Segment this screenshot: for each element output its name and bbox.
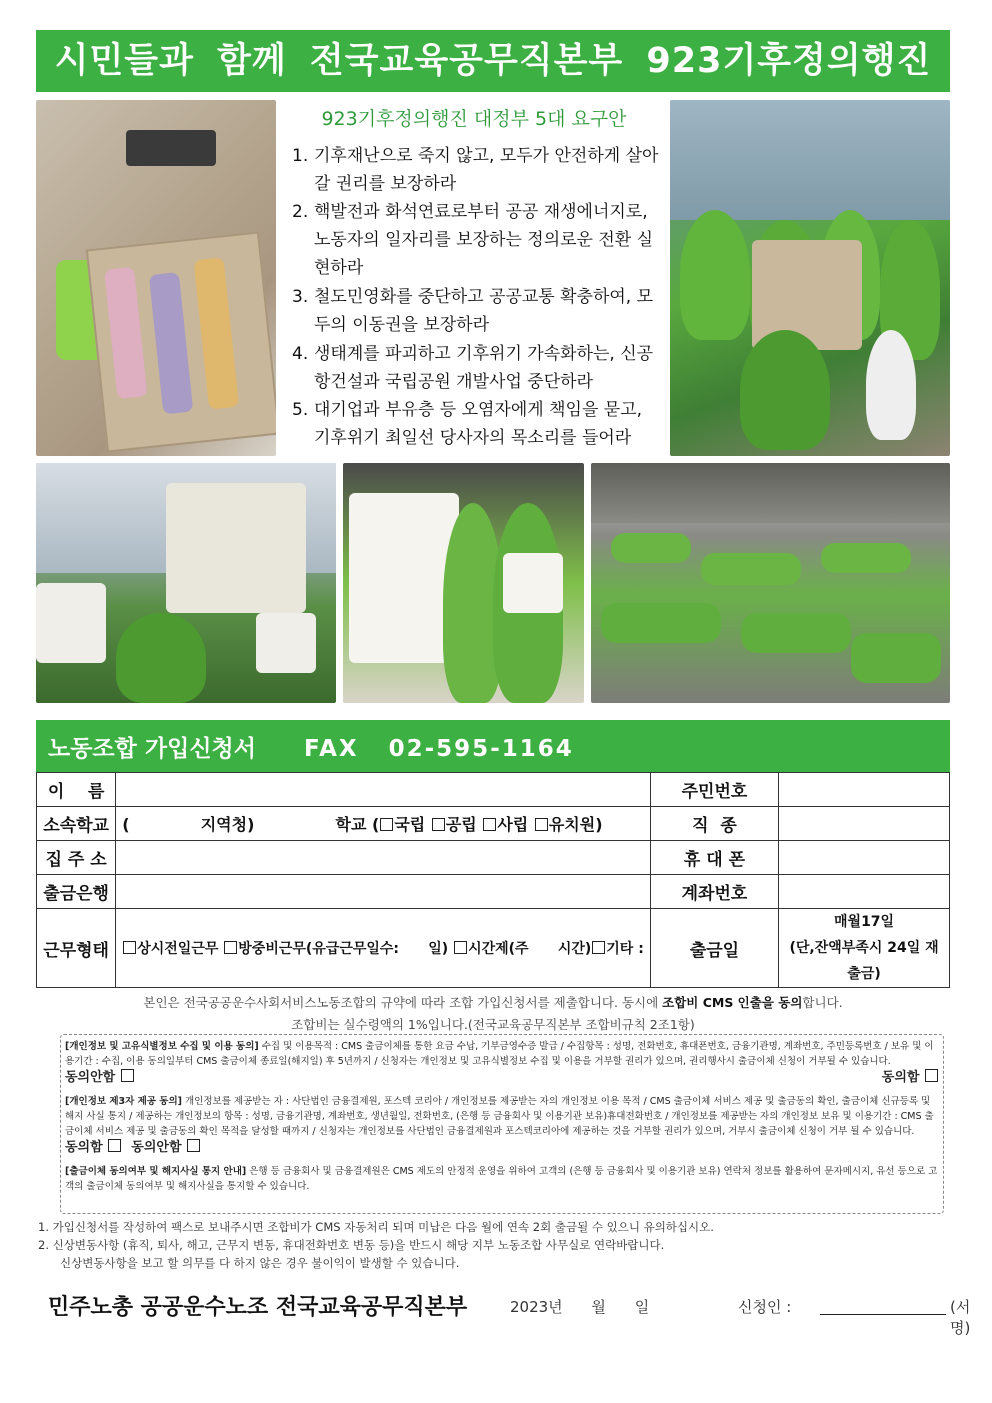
- option-other: 기타 :: [606, 941, 644, 957]
- signature-label: (서명): [950, 1298, 971, 1337]
- organization-name: 민주노총 공공운수노조 전국교육공무직본부: [48, 1295, 468, 1320]
- paydate-line1: 매월17일: [834, 914, 895, 930]
- form-title: 노동조합 가입신청서: [48, 736, 256, 762]
- label-paydate: 출금일: [650, 909, 778, 988]
- privacy-p3-text: 은행 등 금융회사 및 금융결제원은 CMS 제도의 안정적 운영을 위하여 고객의 (은행 등 금융회사 및 이용기관 보유) 연락처 정보를 활용하여 문자메시지, 유선 등으로 고객의 출금이체 동의여부 및 해지사실을 통지할 수 있습니다.: [65, 1166, 938, 1192]
- die-in-photo: [591, 463, 950, 703]
- label-worktype: 근무형태: [37, 909, 116, 988]
- demand-text: 대기업과 부유층 등 오염자에게 책임을 묻고, 기후위기 최일선 당사자의 목소리를 들어라: [314, 400, 643, 448]
- checkbox-parttime[interactable]: [454, 941, 467, 954]
- dues-rate: 조합비는 실수령액의 1%입니다.(전국교육공무직본부 조합비규칙 2조1항): [291, 1017, 695, 1032]
- demand-text: 철도민영화를 중단하고 공공교통 확충하여, 모두의 이동권을 보장하라: [314, 287, 654, 335]
- label-school: 소속학교: [37, 807, 116, 841]
- option-fulltime: 상시전일근무: [137, 941, 219, 957]
- protest-signs-photo: [343, 463, 584, 703]
- agree-label: 동의함: [881, 1070, 920, 1085]
- group-rally-photo: [670, 100, 950, 456]
- privacy-consent-box: [60, 1034, 944, 1214]
- demand-number: 1.: [292, 146, 309, 166]
- privacy-p2-title: [개인정보 제3자 제공 동의]: [65, 1096, 182, 1107]
- consent-text: 본인은 전국공공운수사회서비스노동조합의 규약에 따라 조합 가입신청서를 제출합니다. 동시에: [143, 995, 663, 1010]
- checkbox-public[interactable]: [432, 818, 445, 831]
- option-kindergarten: 유치원): [548, 815, 603, 834]
- footer: [48, 1288, 971, 1337]
- checkbox-private[interactable]: [483, 818, 496, 831]
- label-rrn: 주민번호: [650, 773, 778, 807]
- mobile-field[interactable]: [779, 841, 950, 875]
- option-national: 국립: [394, 815, 426, 834]
- checkbox-agree-2[interactable]: [108, 1139, 121, 1152]
- consent-text-end: 합니다.: [802, 995, 843, 1010]
- notes: [38, 1218, 938, 1272]
- form-title-bar: [36, 720, 950, 772]
- paydate-line2: (단,잔액부족시 24일 재출금): [789, 940, 939, 982]
- school-region: 지역청): [200, 815, 255, 834]
- demands-heading: 923기후정의행진 대정부 5대 요구안: [321, 108, 627, 130]
- note-item: 2. 신상변동사항 (휴직, 퇴사, 해고, 근무지 변동, 휴대전화번호 변동 등)을 반드시 해당 지부 노동조합 사무실로 연락바랍니다.: [38, 1238, 665, 1252]
- rrn-field[interactable]: [779, 773, 950, 807]
- sign-painting-photo: [36, 100, 276, 456]
- date-field[interactable]: 2023년 월 일: [510, 1298, 650, 1316]
- note-item: 신상변동사항을 보고 할 의무를 다 하지 않은 경우 불이익이 발생할 수 있습니다.: [60, 1256, 460, 1270]
- checkbox-national[interactable]: [380, 818, 393, 831]
- checkbox-fulltime[interactable]: [123, 941, 136, 954]
- disagree-label: 동의안함: [65, 1070, 116, 1085]
- privacy-p1-title: [개인정보 및 고유식별정보 수집 및 이용 동의]: [65, 1041, 259, 1052]
- agree-label: 동의함: [65, 1140, 103, 1155]
- note-item: 1. 가입신청서를 작성하여 팩스로 보내주시면 조합비가 CMS 자동처리 되며 미납은 다음 월에 연속 2회 출금될 수 있으니 유의하십시오.: [38, 1220, 714, 1234]
- label-mobile: 휴 대 폰: [650, 841, 778, 875]
- demand-number: 2.: [292, 202, 309, 222]
- demand-number: 5.: [292, 400, 309, 420]
- address-field[interactable]: [116, 841, 651, 875]
- label-job: 직 종: [650, 807, 778, 841]
- applicant-label: 신청인 :: [738, 1298, 792, 1316]
- march-crowd-photo: [36, 463, 336, 703]
- consent-bold: 조합비 CMS 인출을 동의: [662, 995, 803, 1010]
- school-field[interactable]: [116, 807, 651, 841]
- option-public: 공립: [445, 815, 477, 834]
- fax-number: FAX 02-595-1164: [304, 736, 574, 762]
- checkbox-vacation-off[interactable]: [224, 941, 237, 954]
- name-field[interactable]: [116, 773, 651, 807]
- job-field[interactable]: [779, 807, 950, 841]
- label-account: 계좌번호: [650, 875, 778, 909]
- school-type-label: 학교 (: [335, 815, 380, 834]
- privacy-p3-title: [출금이체 동의여부 및 해지사실 통지 안내]: [65, 1166, 247, 1177]
- demand-number: 4.: [292, 344, 309, 364]
- checkbox-other[interactable]: [592, 941, 605, 954]
- signature-line[interactable]: [820, 1314, 946, 1315]
- demand-text: 기후재난으로 죽지 않고, 모두가 안전하게 살아갈 권리를 보장하라: [314, 146, 659, 194]
- account-field[interactable]: [779, 875, 950, 909]
- demand-number: 3.: [292, 287, 309, 307]
- demand-text: 핵발전과 화석연료로부터 공공 재생에너지로, 노동자의 일자리를 보장하는 정의로운 전환 실현하라: [314, 202, 654, 278]
- page-banner: 시민들과 함께 전국교육공무직본부 923기후정의행진: [36, 30, 950, 92]
- demand-text: 생태계를 파괴하고 기후위기 가속화하는, 신공항건설과 국립공원 개발사업 중단하라: [314, 344, 654, 392]
- bank-field[interactable]: [116, 875, 651, 909]
- checkbox-disagree-2[interactable]: [187, 1139, 200, 1152]
- paydate-info: [779, 909, 950, 988]
- checkbox-disagree-1[interactable]: [121, 1069, 134, 1082]
- label-address: 집 주 소: [37, 841, 116, 875]
- option-vacation-off: 방중비근무(유급근무일수: 일): [238, 941, 449, 957]
- demands-section: [282, 100, 666, 456]
- option-parttime: 시간제(주 시간): [468, 941, 592, 957]
- option-private: 사립: [497, 815, 529, 834]
- school-paren: (: [122, 815, 130, 834]
- label-bank: 출금은행: [37, 875, 116, 909]
- disagree-label: 동의안함: [131, 1140, 182, 1155]
- application-form: [36, 772, 950, 988]
- worktype-field[interactable]: [116, 909, 651, 988]
- label-name: 이 름: [37, 773, 116, 807]
- consent-statement: [36, 992, 950, 1036]
- privacy-p1-text: 수집 및 이용목적 : CMS 출금이체를 통한 요금 수납, 기부금영수증 발급 / 수집항목 : 성명, 전화번호, 휴대폰번호, 금융기관명, 계좌번호, 주민등록번호 / 보유 및 이용기간 : 수집, 이용 동의일부터 CMS 출금이체 종료일(해지일) 후 5년까지 / 신청자는 개인정보 및 고유식별정보 수집 및 이용을 거부할 권리가 있으며, 권리행사시 출금이체 신청이 거부될 수 있습니다.: [65, 1041, 934, 1067]
- checkbox-agree-1[interactable]: [925, 1069, 938, 1082]
- checkbox-kindergarten[interactable]: [535, 818, 548, 831]
- privacy-p2-text: 개인정보를 제공받는 자 : 사단법인 금융결제원, 포스텍 코리아 / 개인정보를 제공받는 자의 개인정보 이용 목적 / CMS 출금이체 서비스 제공 및 출금동의 확인, 출금이체 신규등록 및 해지 사실 통지 / 제공하는 개인정보의 항목 : 성명, 금융기관명, 계좌번호, 생년월일, 전화번호, (은행 등 금융회사 및 이용기관 보유)휴대전화번호 / 개인정보를 제공받는 자의 개인정보 보유 및 이용기간 : CMS 출금이체 서비스 제공 및 출금동의 확인 목적을 달성할 때까지 / 신청자는 개인정보를 사단법인 금융결제원과 포스텍코리아에 제공하는 것을 거부할 권리가 있으며, 거부시 출금이체 신청이 거부 될 수 있습니다.: [65, 1096, 934, 1137]
